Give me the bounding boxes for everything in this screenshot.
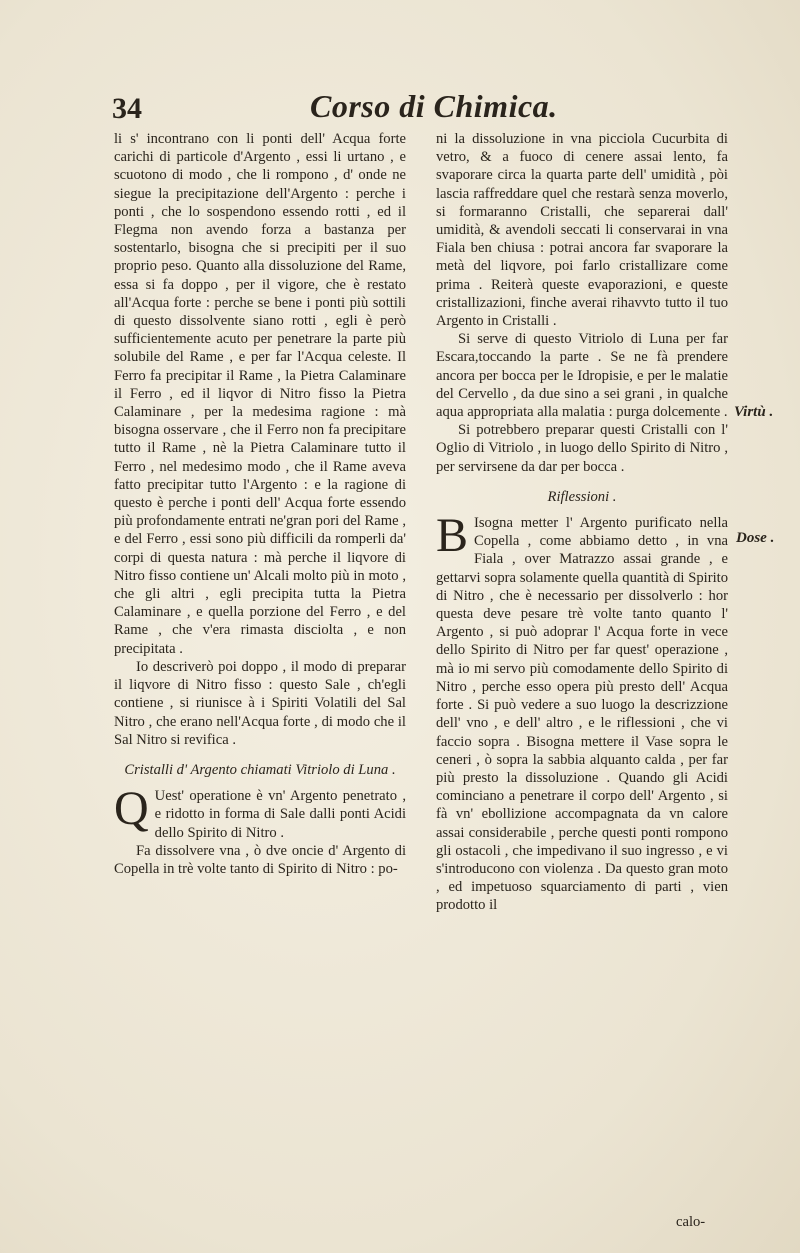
right-column [436,130,728,915]
page-number: 34 [112,92,142,125]
running-head: Corso di Chimica. [310,88,558,124]
drop-cap-q: Q [114,782,149,836]
margin-note-virtu: Virtù . [734,404,774,420]
section-title-riflessioni: Riflessioni . [547,488,617,505]
right-paragraph-4-text: Isogna metter l' Argento purificato nella Copella , come abbiamo detto , in vna Fiala , over Matrazzo assai grande , e gettarvi sopra solamente quella quantità di Spirito di Nitro , che è necessario per dissolverlo : hor questa deve pesare trè volte tanto quanto l' Argento , si può adoprar l' Acqua forte in vece dello Spirito di Nitro per far quest' operazione , mà io mi servo più comodamente dello Spirito di Nitro , perche esso opera più presto dell' Acqua forte . Si può vedere a suo luogo la descrizzione dell' vno , e dell' altro , e le riflessioni , che vi faccio sopra . Bisogna mettere il Vase sopra le ceneri , ò sopra la sabbia alquanto calda , per far più presto la dissoluzione . Quando gli Acidi cominciano a penetrare il corpo dell' Argento , si fà vn' ebollizione accompagnata da vn calore assai considerabile , perche questi ponti rompono gli ostacoli , che impedivano il suo ingresso , e vi s'introducono con violenza . Da questo gran moto , ed impetuoso squarciamento di parti , vien prodotto il [436,515,728,914]
right-paragraph-4 [436,509,728,914]
right-paragraph-3: Si potrebbero preparar questi Cristalli con l' Oglio di Vitriolo , in luogo dello Spirito di Nitro , per servirsene da dar per bocca . [436,422,728,475]
left-paragraph-2: Io descriverò poi doppo , il modo di preparar il liqvore di Nitro fisso : questo Sale , ch'egli contiene , si riunisce à i Spiriti Volatili del Sal Nitro , che erano nell'Acqua forte , di modo che il Sal Nitro si revifica . [114,658,406,748]
right-paragraph-2: Si serve di questo Vitriolo di Luna per far Escara,toccando la parte . Se ne fà prendere ancora per bocca per le Idropisie, e per le malatie del Cervello , da due sino a sei grani , in qualche aqua appropriata alla malatia : purga dolcemente . [436,331,728,421]
left-paragraph-4: Fa dissolvere vna , ò dve oncie d' Argento di Copella in trè volte tanto di Spirito di Nitro : po- [114,842,406,877]
left-paragraph-1: li s' incontrano con li ponti dell' Acqua forte carichi di particole d'Argento , essi li urtano , e scuotono di modo , che li rompono , d' onde ne siegue la precipitazione dell'Argento : perche i ponti , che lo sospendono essendo rotti , ed il Flegma non avendo forza a bastanza per sostentarlo, bisogna che si precipiti per il suo proprio peso. Quanto alla dissoluzione del Rame, essa si fa doppo , per il vigore, che è restato all'Acqua forte : perche se bene i ponti più sottili di questo dissolvente siano rotti , egli è però sufficientemente acuto per penetrare la parte più solubile del Rame , e per far l'Acqua celeste. Il Ferro fa precipitar il Rame , la Pietra Calaminare il Ferro , ed il liqvor di Nitro fisso la Pietra Calaminare , per la medesima ragione : mà bisogna osservare , che il Ferro non fa precipitare tutto il Rame , nè la Pietra Calaminare tutto il Ferro , nel medesimo modo , che il Rame aveva fatto precipitar tutto l'Argento : e la ragione di questo è perche i ponti dell' Acqua forte essendo più profondamente entrati ne'gran pori del Rame , e del Ferro , essi sono più difficili da romperli da' corpi di questa natura : mà perche il liqvore di Nitro fisso contiene un' Alcali molto più in moto , che gli altri , egli precipita tutta la Pietra Calaminare , e quella porzione del Ferro , e del Rame , che v'era rimasta disciolta , e non precipitata . [114,131,406,657]
catchword: calo- [676,1214,706,1230]
left-paragraph-3-text: Uest' operatione è vn' Argento penetrato , e ridotto in forma di Sale dalli ponti Acidi dello Spirito di Nitro . [154,788,406,841]
margin-note-dose: Dose . [736,530,775,546]
left-paragraph-3 [114,782,406,842]
section-title-cristalli: Cristalli d' Argento chiamati Vitriolo di Luna . [124,761,396,778]
drop-cap-b: B [436,509,469,563]
left-column [114,130,406,878]
right-paragraph-1: ni la dissoluzione in vna picciola Cucurbita di vetro, & a fuoco di cenere assai lento, fa svaporare circa la quarta parte dell' umidità , pòi lascia raffreddare quel che restarà senza moverlo, si formaranno Cristalli, che separerai dall' umidità, & avendoli seccati li conservarai in vna Fiala ben chiusa : potrai ancora far svaporare la metà del liqvore, poi farlo cristallizare come prima . Reiterà queste evaporazioni, e queste cristallizazioni, finche averai rihavvto tutto il tuo Argento in Cristalli . [436,131,728,330]
